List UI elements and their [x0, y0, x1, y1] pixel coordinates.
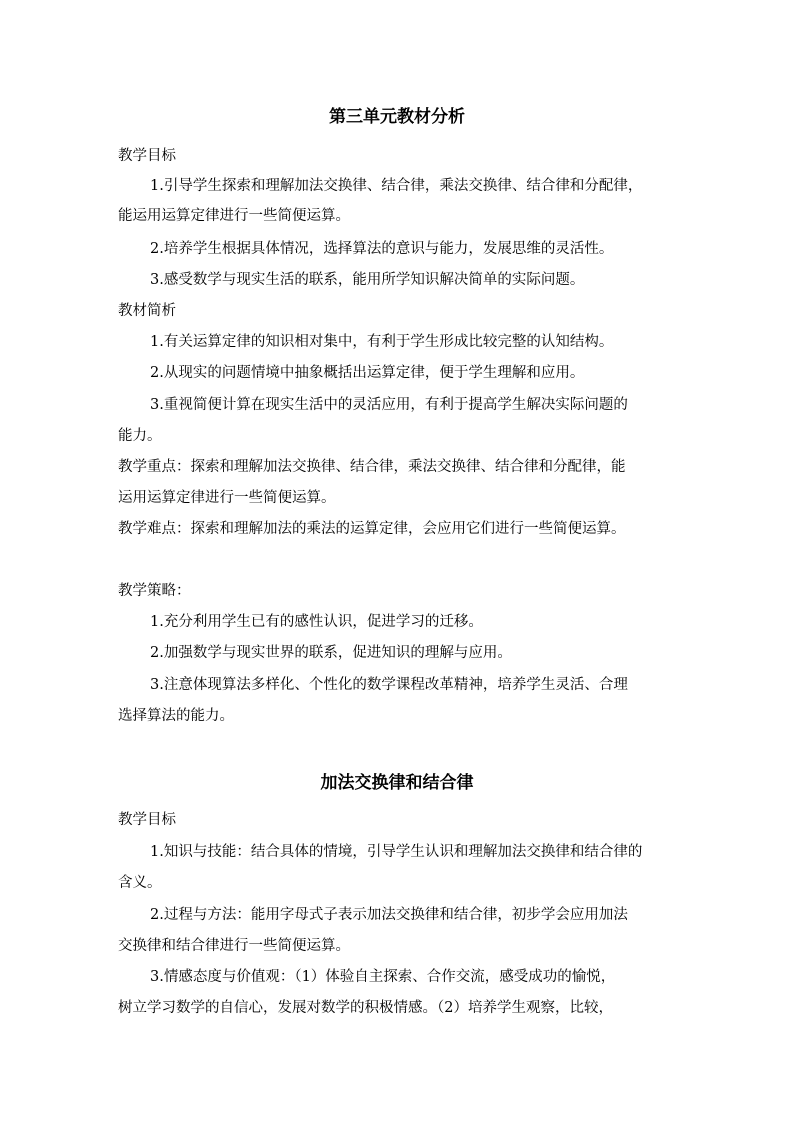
analysis-1: 1.有关运算定律的知识相对集中，有利于学生形成比较完整的认知结构。	[150, 334, 614, 350]
strategy-3-line-2: 选择算法的能力。	[118, 708, 234, 724]
section-title-addition-laws: 加法交换律和结合律	[320, 773, 474, 793]
key-point-line-1: 教学重点：探索和理解加法交换律、结合律，乘法交换律、结合律和分配律，能	[118, 459, 626, 475]
goal-process-line-2: 交换律和结合律进行一些简便运算。	[118, 938, 350, 954]
goals-heading: 教学目标	[118, 148, 176, 164]
strategy-2: 2.加强数学与现实世界的联系，促进知识的理解与应用。	[150, 645, 512, 661]
goal-attitude-line-1: 3.情感态度与价值观：（1）体验自主探索、合作交流，感受成功的愉悦，	[150, 969, 616, 985]
goal-2: 2.培养学生根据具体情况，选择算法的意识与能力，发展思维的灵活性。	[150, 241, 614, 257]
strategy-heading: 教学策略：	[118, 583, 191, 599]
difficulty: 教学难点：探索和理解加法的乘法的运算定律，会应用它们进行一些简便运算。	[118, 521, 626, 537]
goal-knowledge-line-2: 含义。	[118, 875, 162, 891]
goal-1-line-1: 1.引导学生探索和理解加法交换律、结合律，乘法交换律、结合律和分配律，	[150, 178, 643, 194]
section-title-unit3: 第三单元教材分析	[329, 107, 465, 127]
analysis-3-line-2: 能力。	[118, 428, 162, 444]
strategy-1: 1.充分利用学生已有的感性认识，促进学习的迁移。	[150, 614, 483, 630]
strategy-3-line-1: 3.注意体现算法多样化、个性化的数学课程改革精神，培养学生灵活、合理	[150, 677, 628, 693]
analysis-heading: 教材简析	[118, 303, 176, 319]
goals-heading-2: 教学目标	[118, 812, 176, 828]
goal-process-line-1: 2.过程与方法：能用字母式子表示加法交换律和结合律，初步学会应用加法	[150, 907, 628, 923]
analysis-3-line-1: 3.重视简便计算在现实生活中的灵活应用，有利于提高学生解决实际问题的	[150, 397, 628, 413]
goal-1-line-2: 能运用运算定律进行一些简便运算。	[118, 208, 350, 224]
analysis-2: 2.从现实的问题情境中抽象概括出运算定律，便于学生理解和应用。	[150, 365, 585, 381]
goal-knowledge-line-1: 1.知识与技能：结合具体的情境，引导学生认识和理解加法交换律和结合律的	[150, 844, 643, 860]
goal-3: 3.感受数学与现实生活的联系，能用所学知识解决简单的实际问题。	[150, 272, 585, 288]
key-point-line-2: 运用运算定律进行一些简便运算。	[118, 490, 336, 506]
goal-attitude-line-2: 树立学习数学的自信心，发展对数学的积极情感。（2）培养学生观察，比较，	[118, 1000, 613, 1016]
